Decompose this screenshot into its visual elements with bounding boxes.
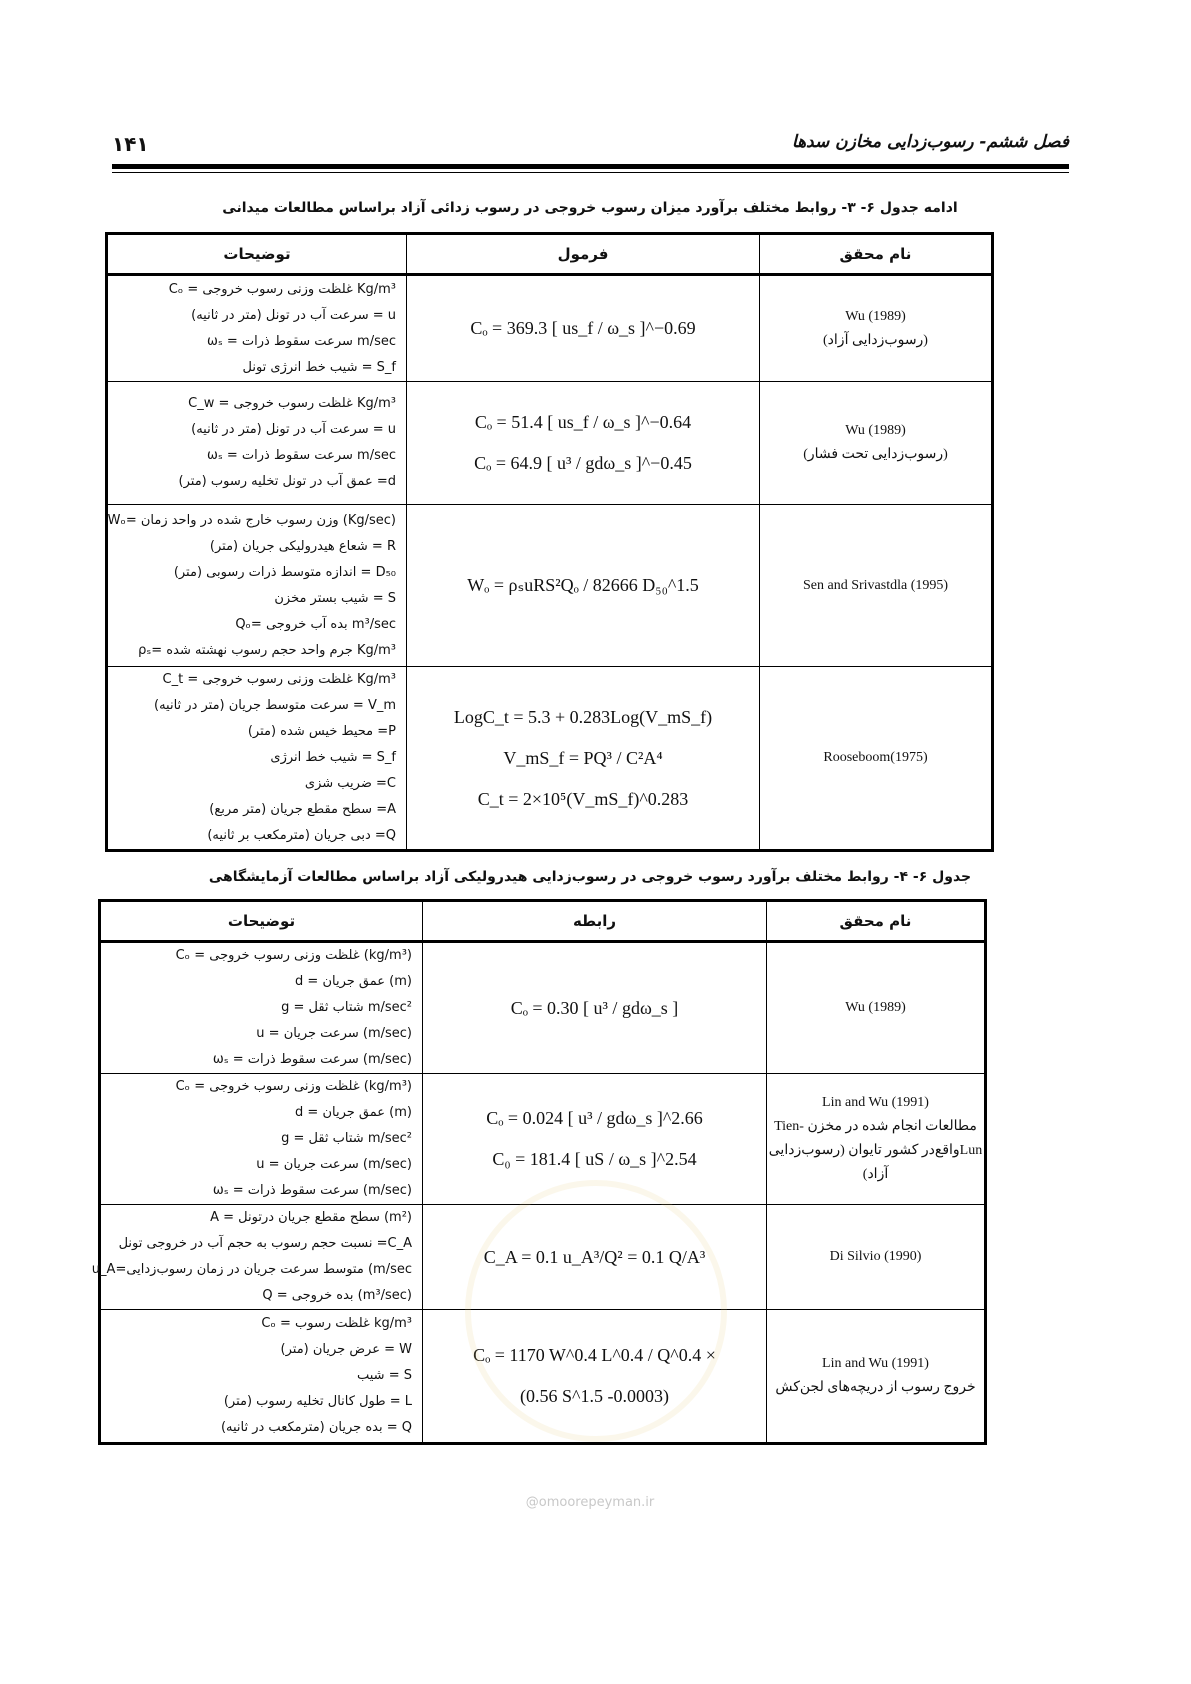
researcher-line: مطالعات انجام شده در مخزن -Tien [774, 1119, 977, 1134]
variable-definition: Kg/m³ غلظت رسوب خروجی = C_w [188, 396, 396, 411]
variable-definition: u = سرعت آب در تونل (متر در ثانیه) [191, 422, 396, 437]
table2-caption: جدول ۶- ۴- روابط مختلف برآورد رسوب خروجی در رسوب‌زدایی هیدرولیکی آزاد براساس مطالعات آزمایشگاهی [208, 869, 972, 885]
researcher-line: Lin and Wu (1991) [822, 1356, 929, 1371]
researcher-cell [767, 942, 986, 1074]
description-cell [100, 1074, 423, 1205]
variable-definition: S = شیب [356, 1368, 412, 1383]
researcher-line: Wu (1989) [845, 308, 906, 324]
table-row [107, 667, 993, 851]
variable-definition: (kg/m³) غلظت وزنی رسوب خروجی = Cₒ [175, 948, 412, 963]
formula: LogC_t = 5.3 + 0.283Log(V_mS_f) [453, 706, 713, 727]
variable-definition: (m) عمق جریان = d [295, 974, 412, 989]
chapter-title: فصل ششم- رسوب‌زدایی مخازن سدها [791, 132, 1069, 152]
header-formula: فرمول [407, 234, 760, 275]
table-row [107, 505, 993, 667]
header-researcher: نام محقق [767, 901, 986, 942]
variable-definition: Kg/m³ غلظت وزنی رسوب خروجی = C_t [162, 672, 396, 687]
variable-definition: Kg/m³ جرم واحد حجم رسوب نهشته شده =ρₛ [138, 642, 396, 658]
variable-definition: kg/m³ غلظت رسوب = Cₒ [261, 1316, 412, 1331]
publisher-seal-watermark [465, 1180, 727, 1442]
description-cell [100, 1310, 423, 1444]
variable-definition: S_f = شیب خط انرژی تونل [242, 359, 396, 375]
formula-cell [423, 942, 767, 1074]
researcher-line: (رسوب‌زدایی تحت فشار) [803, 447, 948, 462]
header-rule [112, 164, 1069, 169]
running-header [112, 128, 1069, 164]
researcher-line: Sen and Srivastdla (1995) [802, 577, 949, 593]
formula: Cₒ = 0.30 [ u³ / gdω_s ] [510, 997, 679, 1018]
variable-definition: W = عرض جریان (متر) [280, 1342, 412, 1357]
formula: Cₒ = 1170 W^0.4 L^0.4 / Q^0.4 × [473, 1345, 716, 1365]
header-description: توضیحات [100, 901, 423, 942]
variable-definition: (Kg/sec) وزن رسوب خارج شده در واحد زمان =Wₒ [107, 512, 396, 528]
researcher-line: (رسوب‌زدایی آزاد) [823, 332, 928, 348]
page-number: ۱۴۱ [112, 132, 149, 156]
variable-definition: C= ضریب شزی [304, 776, 396, 791]
formula-cell [407, 382, 760, 505]
header-researcher: نام محقق [760, 234, 993, 275]
formula: Cₒ = 51.4 [ us_f / ω_s ]^−0.64 [474, 412, 692, 432]
variable-definition: (m) عمق جریان = d [295, 1105, 412, 1120]
table-row [100, 1074, 986, 1205]
table-field-studies [105, 232, 994, 852]
table-row [107, 382, 993, 505]
variable-definition: (m/sec) سرعت جریان = u [256, 1157, 412, 1172]
formula: Cₒ = 64.9 [ u³ / gdω_s ]^−0.45 [474, 453, 692, 473]
variable-definition: S_f = شیب خط انرژی [270, 750, 396, 765]
variable-definition: m/sec² شتاب ثقل = g [281, 1131, 412, 1146]
researcher-line: Lin and Wu (1991) [822, 1095, 929, 1110]
researcher-line: Wu (1989) [845, 1000, 906, 1015]
variable-definition: D₅₀ = اندازه متوسط ذرات رسوبی (متر) [173, 564, 396, 580]
formula: C_A = 0.1 u_A³/Q² = 0.1 Q/A³ [483, 1246, 706, 1267]
formula-cell [407, 275, 760, 382]
formula: C₀ = 181.4 [ uS / ω_s ]^2.54 [492, 1149, 697, 1169]
description-cell [107, 382, 407, 505]
variable-definition: Q= دبی جریان (مترمکعب بر ثانیه) [207, 828, 396, 843]
table-header-row [107, 234, 993, 275]
variable-definition: S = شیب بستر مخزن [274, 590, 396, 606]
formula-cell [407, 667, 760, 851]
table-row [100, 942, 986, 1074]
header-rule-thin [112, 172, 1069, 173]
formula: (0.56 S^1.5 -0.0003) [520, 1386, 669, 1406]
researcher-cell [760, 275, 993, 382]
formula-cell [407, 505, 760, 667]
header-description: توضیحات [107, 234, 407, 275]
variable-definition: d= عمق آب در تونل تخلیه رسوب (متر) [178, 474, 396, 489]
formula: C_t = 2×10⁵(V_mS_f)^0.283 [477, 788, 689, 809]
variable-definition: (m²) سطح مقطع جریان درتونل = A [210, 1210, 412, 1225]
researcher-cell [760, 382, 993, 505]
variable-definition: L = طول کانال تخلیه رسوب (متر) [223, 1394, 412, 1409]
description-cell [107, 667, 407, 851]
variable-definition: P= محیط خیس شده (متر) [247, 724, 396, 739]
variable-definition: m/sec سرعت سقوط ذرات = ωₛ [207, 448, 396, 463]
researcher-line: خروج رسوب از دریچه‌های لجن‌کش [775, 1380, 976, 1395]
description-cell [91, 1205, 423, 1310]
variable-definition: m³/sec بده آب خروجی =Qₒ [235, 616, 396, 632]
researcher-line: آزاد) [862, 1167, 889, 1182]
description-cell [100, 942, 423, 1074]
variable-definition: m/sec² شتاب ثقل = g [281, 1000, 412, 1015]
table-row [107, 275, 993, 382]
header-formula: رابطه [423, 901, 767, 942]
variable-definition: u = سرعت آب در تونل (متر در ثانیه) [191, 307, 396, 323]
description-cell [107, 275, 407, 382]
researcher-cell [760, 667, 993, 851]
variable-definition: (kg/m³) غلظت وزنی رسوب خروجی = Cₒ [175, 1079, 412, 1094]
formula: V_mS_f = PQ³ / C²A⁴ [503, 747, 663, 768]
variable-definition: (m/sec) سرعت سقوط ذرات = ωₛ [212, 1052, 412, 1067]
formula: Wₒ = ρₛuRS²Qₒ / 82666 D₅₀^1.5 [467, 575, 699, 595]
variable-definition: (m³/sec) بده خروجی = Q [262, 1288, 412, 1303]
researcher-cell [767, 1205, 986, 1310]
variable-definition: (m/sec) سرعت سقوط ذرات = ωₛ [212, 1183, 412, 1198]
table1-caption: ادامه جدول ۶- ۳- روابط مختلف برآورد میزان رسوب خروجی در رسوب زدائی آزاد براساس مطالعات میدانی [222, 200, 958, 216]
researcher-line: Di Silvio (1990) [829, 1249, 922, 1264]
variable-definition: Q = بده جریان (مترمکعب در ثانیه) [220, 1420, 412, 1435]
variable-definition: (m/sec) سرعت جریان = u [256, 1026, 412, 1041]
variable-definition: m/sec) متوسط سرعت جریان در زمان رسوب‌زدایی=u_A [91, 1262, 412, 1277]
variable-definition: m/sec سرعت سقوط ذرات = ωₛ [207, 333, 396, 349]
description-cell [107, 505, 407, 667]
formula: Cₒ = 369.3 [ us_f / ω_s ]^−0.69 [470, 318, 696, 338]
researcher-line: Wu (1989) [845, 423, 906, 438]
researcher-cell [767, 1074, 986, 1205]
variable-definition: C_A= نسبت حجم رسوب به حجم آب در خروجی تونل [118, 1236, 412, 1251]
researcher-cell [767, 1310, 986, 1444]
table-header-row [100, 901, 986, 942]
researcher-line: Lunواقع‌در کشور تایوان (رسوب‌زدایی [768, 1143, 983, 1158]
variable-definition: A= سطح مقطع جریان (متر مربع) [209, 802, 396, 817]
variable-definition: V_m = سرعت متوسط جریان (متر در ثانیه) [154, 698, 396, 713]
variable-definition: R = شعاع هیدرولیکی جریان (متر) [209, 538, 396, 554]
researcher-cell [760, 505, 993, 667]
formula: Cₒ = 0.024 [ u³ / gdω_s ]^2.66 [486, 1108, 703, 1128]
researcher-line: Rooseboom(1975) [823, 750, 928, 765]
variable-definition: Kg/m³ غلظت وزنی رسوب خروجی = Cₒ [168, 281, 396, 297]
site-watermark: @omoorepeyman.ir [525, 1495, 655, 1510]
